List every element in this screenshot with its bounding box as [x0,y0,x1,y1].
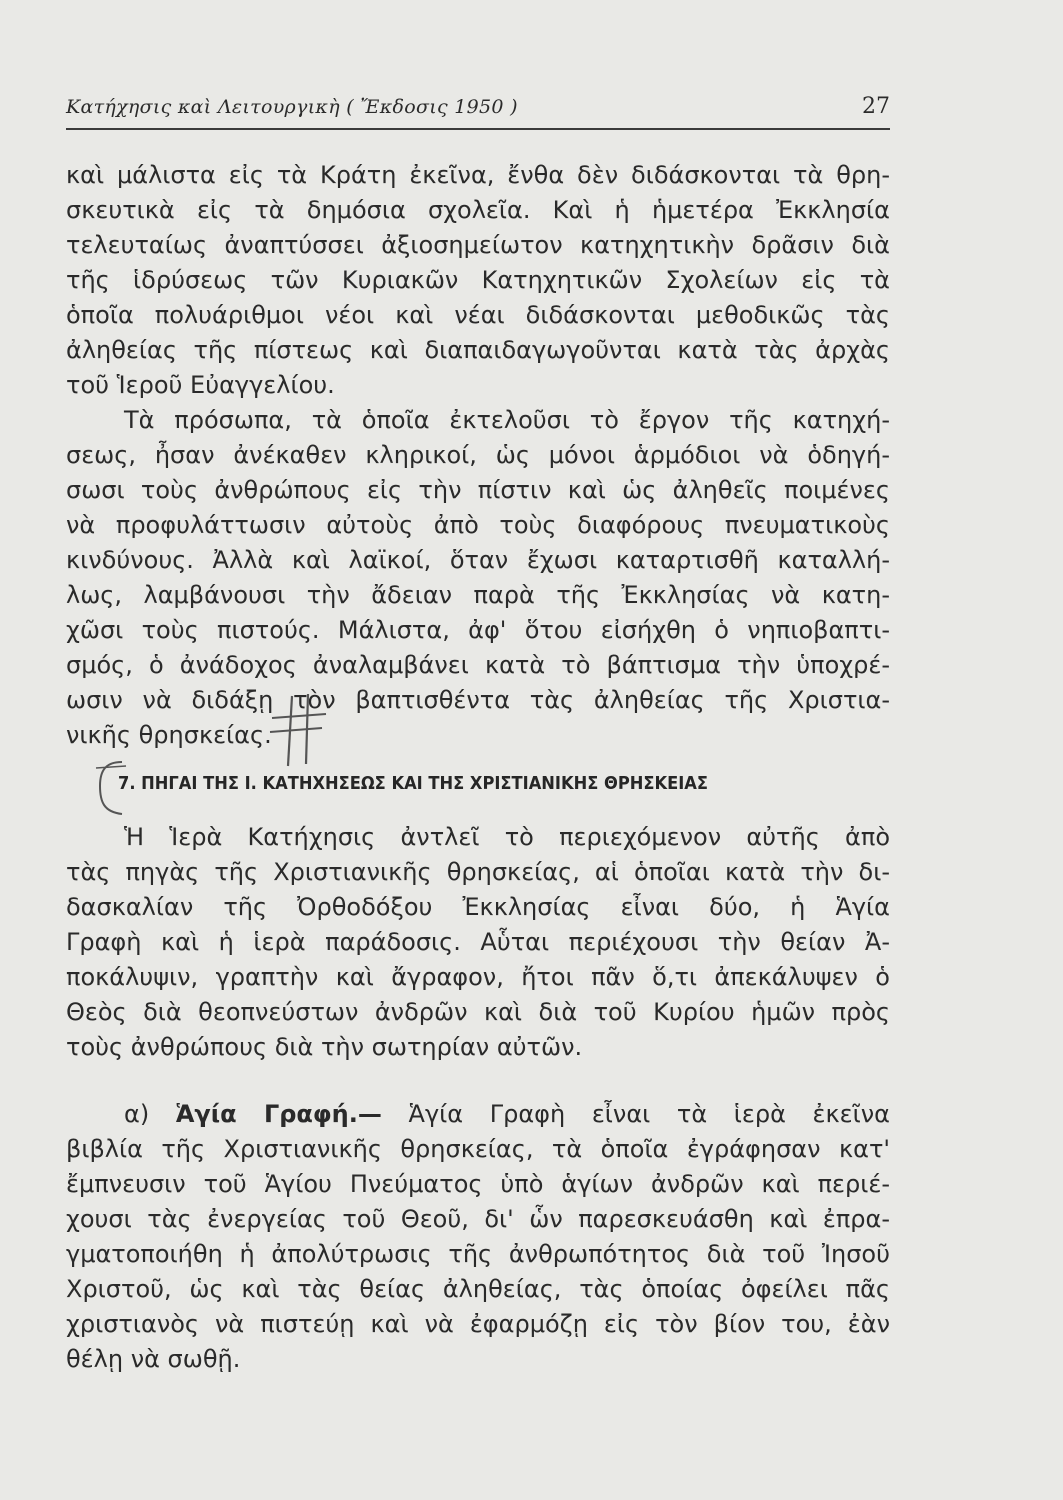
text-line: θέλῃ νὰ σωθῇ. [66,1345,241,1373]
text-line: Χριστοῦ, ὡς καὶ τὰς θείας ἀληθείας, τὰς ὁποίας ὀφείλει πᾶς [66,1275,890,1303]
page-number: 27 [862,94,890,119]
text-line: ἀληθείας τῆς πίστεως καὶ διαπαιδαγωγοῦνται κατὰ τὰς ἀρχὰς [66,336,890,364]
text-line: βιβλία τῆς Χριστιανικῆς θρησκείας, τὰ ὁποῖα ἐγράφησαν κατ' [66,1135,890,1163]
bold-term: Ἁγία Γραφή.— [175,1100,382,1128]
text-line: δασκαλίαν τῆς Ὀρθοδόξου Ἐκκλησίας εἶναι δύο, ἡ Ἁγία [66,893,890,921]
text-line: γματοποιήθη ἡ ἀπολύτρωσις τῆς ἀνθρωπότητος διὰ τοῦ Ἰησοῦ [66,1240,890,1268]
text-line: Θεὸς διὰ θεοπνεύστων ἀνδρῶν καὶ διὰ τοῦ Κυρίου ἡμῶν πρὸς [66,998,890,1026]
text-line: σμός, ὁ ἀνάδοχος ἀναλαμβάνει κατὰ τὸ βάπτισμα τὴν ὑποχρέ- [66,651,890,679]
text-line: σκευτικὰ εἰς τὰ δημόσια σχολεῖα. Καὶ ἡ ἡμετέρα Ἐκκλησία [66,196,890,224]
text-line: χῶσι τοὺς πιστούς. Μάλιστα, ἀφ' ὅτου εἰσήχθη ὁ νηπιοβαπτι- [66,616,890,644]
text-line: χουσι τὰς ἐνεργείας τοῦ Θεοῦ, δι' ὧν παρεσκευάσθη καὶ ἐπρα- [66,1205,890,1233]
header-title: Κατήχησις καὶ Λειτουργικὴ ( Ἔκδοσις 1950 ) [66,96,518,118]
text-line-first [66,1097,890,1131]
text-line: καὶ μάλιστα εἰς τὰ Κράτη ἐκεῖνα, ἔνθα δὲν διδάσκονται τὰ θρη- [66,161,890,189]
text-line: κινδύνους. Ἀλλὰ καὶ λαϊκοί, ὅταν ἔχωσι καταρτισθῆ καταλλή- [66,546,890,574]
text-line: Τὰ πρόσωπα, τὰ ὁποῖα ἐκτελοῦσι τὸ ἔργον τῆς κατηχή- [124,406,890,434]
text-line: νὰ προφυλάττωσιν αὐτοὺς ἀπὸ τοὺς διαφόρους πνευματικοὺς [66,511,890,539]
text-line: ὁποῖα πολυάριθμοι νέοι καὶ νέαι διδάσκονται μεθοδικῶς τὰς [66,301,890,329]
text-line: λως, λαμβάνουσι τὴν ἄδειαν παρὰ τῆς Ἐκκλησίας νὰ κατη- [66,581,890,609]
text-line: ποκάλυψιν, γραπτὴν καὶ ἄγραφον, ἤτοι πᾶν ὅ,τι ἀπεκάλυψεν ὁ [66,963,890,991]
text-line: νικῆς θρησκείας. [66,721,272,749]
text-line: τοὺς ἀνθρώπους διὰ τὴν σωτηρίαν αὐτῶν. [66,1033,583,1061]
handwritten-hash-mark-icon [262,690,332,770]
text-line: ωσιν νὰ διδάξῃ τὸν βαπτισθέντα τὰς ἀληθείας τῆς Χριστια- [66,686,890,714]
text-line: Γραφὴ καὶ ἡ ἱερὰ παράδοσις. Αὗται περιέχουσι τὴν θείαν Ἀ- [66,928,890,956]
text-line: Ἡ Ἱερὰ Κατήχησις ἀντλεῖ τὸ περιεχόμενον αὐτῆς ἀπὸ [124,823,890,851]
text-line: τοῦ Ἱεροῦ Εὐαγγελίου. [66,371,335,399]
text-line: ἔμπνευσιν τοῦ Ἁγίου Πνεύματος ὑπὸ ἁγίων ἀνδρῶν καὶ περιέ- [66,1170,890,1198]
text-line: τελευταίως ἀναπτύσσει ἀξιοσημείωτον κατηχητικὴν δρᾶσιν διὰ [66,231,890,259]
text-line: σεως, ἦσαν ἀνέκαθεν κληρικοί, ὡς μόνοι ἁρμόδιοι νὰ ὁδηγή- [66,441,890,469]
text-line: τῆς ἱδρύσεως τῶν Κυριακῶν Κατηχητικῶν Σχολείων εἰς τὰ [66,266,890,294]
text-segment: Ἁγία Γραφὴ εἶναι τὰ ἱερὰ ἐκεῖνα [408,1100,890,1128]
running-header [66,94,890,130]
list-marker: α) [124,1100,150,1128]
text-line: χριστιανὸς νὰ πιστεύῃ καὶ νὰ ἐφαρμόζῃ εἰς τὸν βίον του, ἐὰν [66,1310,890,1338]
text-line: σωσι τοὺς ἀνθρώπους εἰς τὴν πίστιν καὶ ὡς ἀληθεῖς ποιμένες [66,476,890,504]
text-line: τὰς πηγὰς τῆς Χριστιανικῆς θρησκείας, αἱ ὁποῖαι κατὰ τὴν δι- [66,858,890,886]
section-heading: 7. ΠΗΓΑΙ ΤΗΣ Ι. ΚΑΤΗΧΗΣΕΩΣ ΚΑΙ ΤΗΣ ΧΡΙΣΤΙΑΝΙΚΗΣ ΘΡΗΣΚΕΙΑΣ [118,774,708,794]
